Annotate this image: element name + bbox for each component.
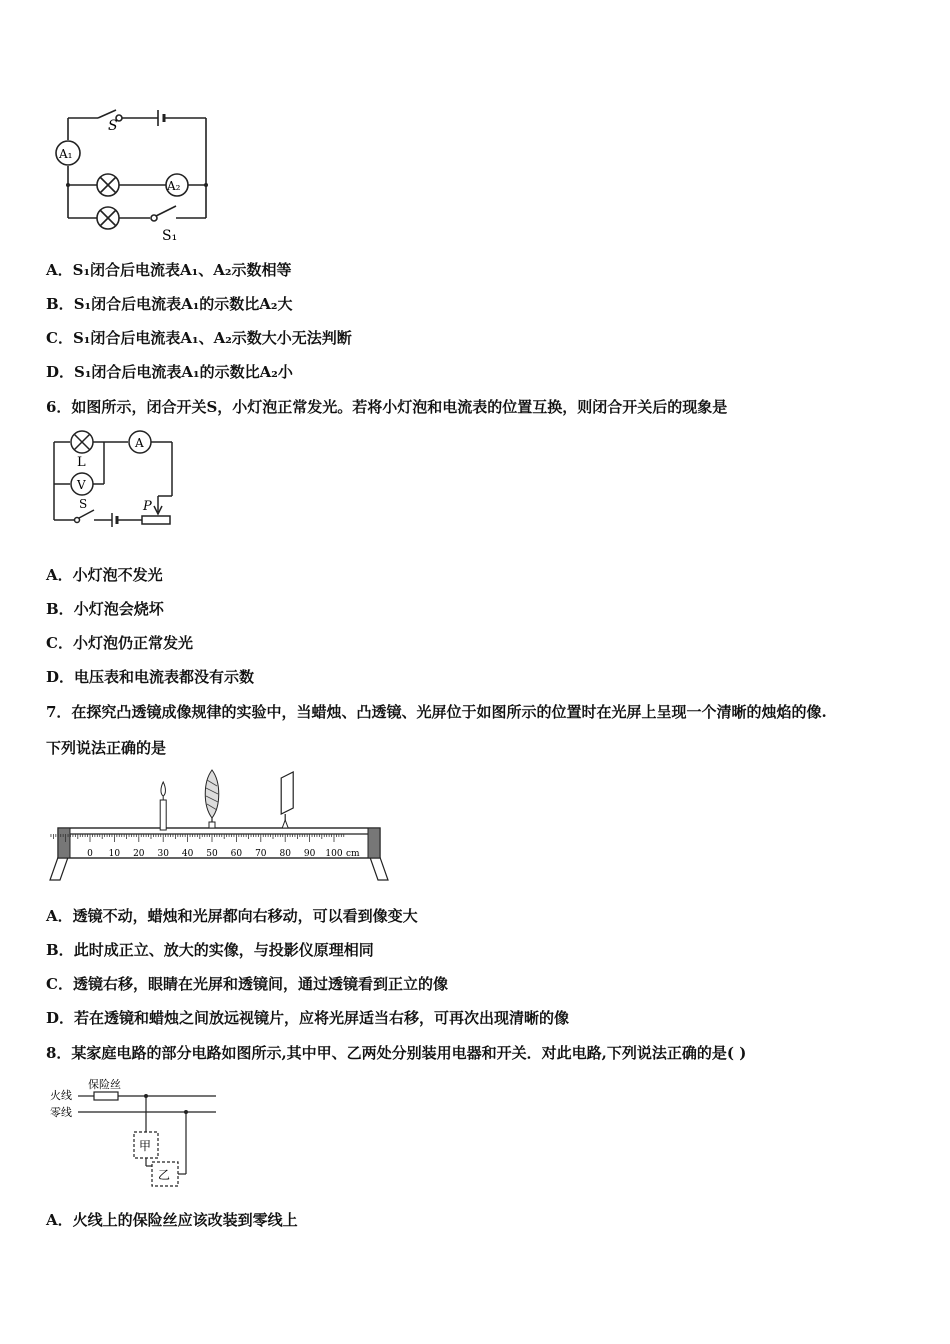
option-text: 小灯泡会烧坏 <box>73 600 164 618</box>
option-letter: B． <box>46 941 74 959</box>
scale-label: 10 <box>108 849 121 859</box>
scale-label: 60 <box>230 849 243 859</box>
scale-unit-label: cm <box>346 849 360 859</box>
scale-label: 30 <box>157 849 169 859</box>
q7-option-a[interactable] <box>46 906 418 926</box>
q6-switch-label: S <box>79 497 88 511</box>
q7-option-b[interactable] <box>46 940 374 960</box>
option-text: 透镜右移，眼睛在光屏和透镜间，通过透镜看到正立的像 <box>72 975 448 993</box>
fuse-symbol <box>94 1092 118 1100</box>
q8-household-circuit-diagram <box>48 1074 228 1194</box>
live-wire-label: 火线 <box>50 1089 72 1102</box>
option-letter: C． <box>46 634 73 652</box>
q5-option-d[interactable] <box>46 362 293 382</box>
q7-optical-bench-diagram <box>44 768 394 886</box>
option-text: 若在透镜和蜡烛之间放远视镜片，应将光屏适当右移，可再次出现清晰的像 <box>74 1009 570 1027</box>
option-letter: C． <box>46 975 73 993</box>
scale-label: 90 <box>303 849 316 859</box>
q5-ammeter-a2-label: A₂ <box>167 179 181 193</box>
option-text: 火线上的保险丝应该改装到零线上 <box>72 1211 298 1229</box>
q5-option-a[interactable] <box>46 260 291 280</box>
option-text: 透镜不动，蜡烛和光屏都向右移动，可以看到像变大 <box>72 907 418 925</box>
q5-switch-s-label: S <box>108 118 118 134</box>
scale-label: 70 <box>255 849 267 859</box>
option-text: S₁闭合后电流表A₁的示数比A₂大 <box>73 295 293 313</box>
option-text: 此时成正立、放大的实像，与投影仪原理相同 <box>73 941 374 959</box>
bench-right-end-block <box>368 828 380 858</box>
q5-ammeter-a1-label: A₁ <box>59 147 73 161</box>
q5-circuit-diagram <box>50 100 220 250</box>
neutral-wire-label: 零线 <box>50 1106 72 1119</box>
option-text: S₁闭合后电流表A₁、A₂示数相等 <box>72 261 292 279</box>
q6-option-a[interactable] <box>46 565 163 585</box>
convex-lens <box>205 770 219 828</box>
option-text: S₁闭合后电流表A₁的示数比A₂小 <box>74 363 293 381</box>
scale-label: 40 <box>181 849 194 859</box>
option-letter: D． <box>46 668 75 686</box>
scale-label: 100 <box>325 849 343 859</box>
q6-stem: 6．如图所示，闭合开关S，小灯泡正常发光。若将小灯泡和电流表的位置互换，则闭合开关后的现象是 <box>46 398 728 416</box>
option-letter: A． <box>46 907 73 925</box>
q5-option-b[interactable] <box>46 294 293 314</box>
option-text: 小灯泡不发光 <box>72 566 163 584</box>
q6-ammeter-label: A <box>135 436 144 450</box>
q6-option-b[interactable] <box>46 599 164 619</box>
option-letter: D． <box>46 1009 75 1027</box>
option-letter: A． <box>46 566 73 584</box>
option-text: 小灯泡仍正常发光 <box>72 634 193 652</box>
option-letter: A． <box>46 261 73 279</box>
q7-option-d[interactable] <box>46 1008 569 1028</box>
q6-voltmeter-label: V <box>77 478 86 492</box>
light-screen <box>281 772 293 828</box>
option-letter: B． <box>46 295 74 313</box>
scale-label: 20 <box>133 849 145 859</box>
q8-option-a[interactable] <box>46 1210 298 1230</box>
option-letter: D． <box>46 363 75 381</box>
bench-left-end-block <box>58 828 70 858</box>
q7-stem-line2: 下列说法正确的是 <box>46 739 167 757</box>
option-text: S₁闭合后电流表A₁、A₂示数大小无法判断 <box>72 329 352 347</box>
candle <box>160 782 166 830</box>
scale-label: 50 <box>206 849 218 859</box>
q5-option-c[interactable] <box>46 328 352 348</box>
q6-option-c[interactable] <box>46 633 193 653</box>
option-letter: B． <box>46 600 74 618</box>
q5-switch-s1-label: S₁ <box>162 228 178 244</box>
q7-option-c[interactable] <box>46 974 448 994</box>
scale-label: 0 <box>87 849 93 859</box>
q7-stem-line1: 7．在探究凸透镜成像规律的实验中，当蜡烛、凸透镜、光屏位于如图所示的位置时在光屏上呈现一个清晰的烛焰的像. <box>46 703 827 721</box>
q6-circuit-diagram <box>46 428 186 528</box>
q6-option-d[interactable] <box>46 667 254 687</box>
option-text: 电压表和电流表都没有示数 <box>74 668 255 686</box>
scale-label: 80 <box>279 849 291 859</box>
fuse-label: 保险丝 <box>88 1078 121 1091</box>
jia-label: 甲 <box>139 1139 152 1153</box>
option-letter: A． <box>46 1211 73 1229</box>
q6-slider-label: P <box>143 499 152 514</box>
option-letter: C． <box>46 329 73 347</box>
q6-lamp-label: L <box>77 455 86 470</box>
q8-stem: 8．某家庭电路的部分电路如图所示,其中甲、乙两处分别装用电器和开关．对此电路,下列说法正确的是( ) <box>46 1044 747 1062</box>
yi-label: 乙 <box>158 1168 171 1182</box>
